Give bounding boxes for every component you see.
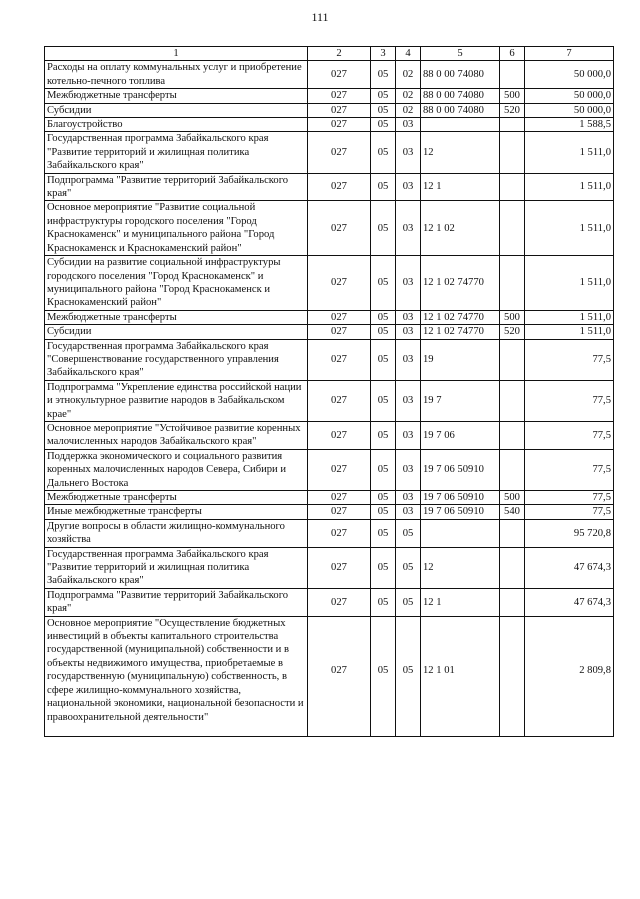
target-article-code: 12 1 xyxy=(421,173,500,201)
row-name: Государственная программа Забайкальского края "Развитие территорий и жилищная политика Забайкальского края" xyxy=(45,132,308,173)
target-article-code: 19 7 xyxy=(421,380,500,421)
amount: 77,5 xyxy=(525,505,614,519)
section-code: 05 xyxy=(371,519,396,547)
amount: 1 511,0 xyxy=(525,132,614,173)
admin-code: 027 xyxy=(308,616,371,736)
amount: 77,5 xyxy=(525,339,614,380)
target-article-code: 12 xyxy=(421,547,500,588)
table-row xyxy=(45,118,614,132)
amount: 77,5 xyxy=(525,491,614,505)
section-code: 05 xyxy=(371,588,396,616)
expense-type-code xyxy=(500,201,525,256)
amount: 47 674,3 xyxy=(525,588,614,616)
target-article-code: 12 1 02 74770 xyxy=(421,325,500,339)
admin-code: 027 xyxy=(308,132,371,173)
target-article-code: 19 xyxy=(421,339,500,380)
target-article-code: 19 7 06 50910 xyxy=(421,505,500,519)
amount: 1 511,0 xyxy=(525,256,614,311)
row-name: Другие вопросы в области жилищно-коммунального хозяйства xyxy=(45,519,308,547)
table-row xyxy=(45,256,614,311)
subsection-code: 05 xyxy=(396,616,421,736)
target-article-code: 19 7 06 xyxy=(421,421,500,449)
column-header-1: 1 xyxy=(45,47,308,61)
section-code: 05 xyxy=(371,103,396,117)
admin-code: 027 xyxy=(308,588,371,616)
admin-code: 027 xyxy=(308,421,371,449)
table-row xyxy=(45,339,614,380)
section-code: 05 xyxy=(371,491,396,505)
amount: 1 511,0 xyxy=(525,325,614,339)
table-row xyxy=(45,421,614,449)
table-row xyxy=(45,310,614,324)
section-code: 05 xyxy=(371,132,396,173)
table-row xyxy=(45,61,614,89)
table-row xyxy=(45,588,614,616)
admin-code: 027 xyxy=(308,256,371,311)
subsection-code: 03 xyxy=(396,421,421,449)
column-header-5: 5 xyxy=(421,47,500,61)
row-name: Государственная программа Забайкальского края "Развитие территорий и жилищная политика Забайкальского края" xyxy=(45,547,308,588)
table-row xyxy=(45,325,614,339)
admin-code: 027 xyxy=(308,325,371,339)
subsection-code: 03 xyxy=(396,505,421,519)
target-article-code: 12 xyxy=(421,132,500,173)
expense-type-code: 500 xyxy=(500,89,525,103)
admin-code: 027 xyxy=(308,380,371,421)
admin-code: 027 xyxy=(308,339,371,380)
amount: 77,5 xyxy=(525,421,614,449)
table-row xyxy=(45,491,614,505)
table-row xyxy=(45,519,614,547)
target-article-code: 12 1 02 74770 xyxy=(421,256,500,311)
target-article-code: 12 1 01 xyxy=(421,616,500,736)
target-article-code: 88 0 00 74080 xyxy=(421,61,500,89)
subsection-code: 03 xyxy=(396,173,421,201)
amount: 47 674,3 xyxy=(525,547,614,588)
table-row xyxy=(45,380,614,421)
amount: 77,5 xyxy=(525,449,614,490)
table-row xyxy=(45,132,614,173)
target-article-code xyxy=(421,118,500,132)
row-name: Субсидии на развитие социальной инфраструктуры городского поселения "Город Краснокаменск" и муниципального района "Город Краснокаменск и Краснокаменский район" xyxy=(45,256,308,311)
table-row xyxy=(45,103,614,117)
column-header-6: 6 xyxy=(500,47,525,61)
row-name: Основное мероприятие "Развитие социальной инфраструктуры городского поселения "Город Краснокаменск" и муниципального района "Город Краснокаменск и Краснокаменский район" xyxy=(45,201,308,256)
expense-type-code xyxy=(500,421,525,449)
table-row xyxy=(45,449,614,490)
section-code: 05 xyxy=(371,325,396,339)
row-name: Поддержка экономического и социального развития коренных малочисленных народов Севера, Сибири и Дальнего Востока xyxy=(45,449,308,490)
column-header-row xyxy=(45,47,614,61)
column-header-2: 2 xyxy=(308,47,371,61)
expense-type-code: 520 xyxy=(500,103,525,117)
expense-type-code: 500 xyxy=(500,491,525,505)
column-header-4: 4 xyxy=(396,47,421,61)
expense-type-code xyxy=(500,173,525,201)
admin-code: 027 xyxy=(308,449,371,490)
target-article-code: 19 7 06 50910 xyxy=(421,449,500,490)
row-name: Благоустройство xyxy=(45,118,308,132)
expense-type-code: 500 xyxy=(500,310,525,324)
row-name: Подпрограмма "Развитие территорий Забайкальского края" xyxy=(45,173,308,201)
expense-type-code xyxy=(500,547,525,588)
amount: 1 588,5 xyxy=(525,118,614,132)
target-article-code: 19 7 06 50910 xyxy=(421,491,500,505)
target-article-code: 88 0 00 74080 xyxy=(421,103,500,117)
subsection-code: 03 xyxy=(396,118,421,132)
row-name: Субсидии xyxy=(45,325,308,339)
admin-code: 027 xyxy=(308,547,371,588)
page-number: 111 xyxy=(311,10,329,24)
table-row xyxy=(45,547,614,588)
section-code: 05 xyxy=(371,616,396,736)
admin-code: 027 xyxy=(308,118,371,132)
amount: 77,5 xyxy=(525,380,614,421)
admin-code: 027 xyxy=(308,173,371,201)
section-code: 05 xyxy=(371,380,396,421)
amount: 50 000,0 xyxy=(525,89,614,103)
admin-code: 027 xyxy=(308,519,371,547)
row-name: Государственная программа Забайкальского края "Совершенствование государственного управления Забайкальского края" xyxy=(45,339,308,380)
subsection-code: 02 xyxy=(396,61,421,89)
table-row xyxy=(45,173,614,201)
subsection-code: 03 xyxy=(396,339,421,380)
admin-code: 027 xyxy=(308,310,371,324)
column-header-7: 7 xyxy=(525,47,614,61)
expense-type-code xyxy=(500,118,525,132)
row-name: Субсидии xyxy=(45,103,308,117)
column-header-3: 3 xyxy=(371,47,396,61)
expense-type-code xyxy=(500,616,525,736)
section-code: 05 xyxy=(371,173,396,201)
section-code: 05 xyxy=(371,310,396,324)
row-name: Межбюджетные трансферты xyxy=(45,89,308,103)
table-row xyxy=(45,89,614,103)
subsection-code: 03 xyxy=(396,132,421,173)
target-article-code xyxy=(421,519,500,547)
subsection-code: 05 xyxy=(396,588,421,616)
admin-code: 027 xyxy=(308,103,371,117)
expense-type-code xyxy=(500,61,525,89)
expense-type-code xyxy=(500,449,525,490)
row-name: Основное мероприятие "Устойчивое развитие коренных малочисленных народов Забайкальского края" xyxy=(45,421,308,449)
section-code: 05 xyxy=(371,547,396,588)
subsection-code: 03 xyxy=(396,310,421,324)
table-body xyxy=(45,61,614,737)
subsection-code: 03 xyxy=(396,491,421,505)
subsection-code: 05 xyxy=(396,547,421,588)
subsection-code: 03 xyxy=(396,325,421,339)
row-name: Подпрограмма "Развитие территорий Забайкальского края" xyxy=(45,588,308,616)
table-row xyxy=(45,505,614,519)
amount: 2 809,8 xyxy=(525,616,614,736)
amount: 95 720,8 xyxy=(525,519,614,547)
row-name: Основное мероприятие "Осуществление бюджетных инвестиций в объекты капитального строительства государственной (муниципальной) собственности и в объекты недвижимого имущества, приобретаемые в государственную (муниципальную) собственность, в сфере жилищно-коммунального хозяйства, национальной экономики, национальной безопасности и правоохранительной деятельности" xyxy=(45,616,308,736)
table-row xyxy=(45,201,614,256)
subsection-code: 05 xyxy=(396,519,421,547)
admin-code: 027 xyxy=(308,505,371,519)
expense-type-code xyxy=(500,519,525,547)
amount: 1 511,0 xyxy=(525,173,614,201)
expense-type-code: 520 xyxy=(500,325,525,339)
subsection-code: 03 xyxy=(396,380,421,421)
section-code: 05 xyxy=(371,449,396,490)
target-article-code: 12 1 02 74770 xyxy=(421,310,500,324)
section-code: 05 xyxy=(371,421,396,449)
expense-type-code xyxy=(500,380,525,421)
admin-code: 027 xyxy=(308,61,371,89)
subsection-code: 02 xyxy=(396,89,421,103)
expense-type-code xyxy=(500,256,525,311)
section-code: 05 xyxy=(371,201,396,256)
section-code: 05 xyxy=(371,256,396,311)
amount: 1 511,0 xyxy=(525,310,614,324)
subsection-code: 03 xyxy=(396,201,421,256)
section-code: 05 xyxy=(371,118,396,132)
row-name: Межбюджетные трансферты xyxy=(45,491,308,505)
subsection-code: 03 xyxy=(396,256,421,311)
expense-type-code: 540 xyxy=(500,505,525,519)
section-code: 05 xyxy=(371,61,396,89)
expense-type-code xyxy=(500,132,525,173)
section-code: 05 xyxy=(371,339,396,380)
row-name: Иные межбюджетные трансферты xyxy=(45,505,308,519)
admin-code: 027 xyxy=(308,491,371,505)
admin-code: 027 xyxy=(308,201,371,256)
table-row xyxy=(45,616,614,736)
amount: 50 000,0 xyxy=(525,61,614,89)
row-name: Подпрограмма "Укрепление единства российской нации и этнокультурное развитие народов в Забайкальском крае" xyxy=(45,380,308,421)
row-name: Межбюджетные трансферты xyxy=(45,310,308,324)
amount: 1 511,0 xyxy=(525,201,614,256)
row-name: Расходы на оплату коммунальных услуг и приобретение котельно-печного топлива xyxy=(45,61,308,89)
target-article-code: 88 0 00 74080 xyxy=(421,89,500,103)
admin-code: 027 xyxy=(308,89,371,103)
target-article-code: 12 1 xyxy=(421,588,500,616)
subsection-code: 02 xyxy=(396,103,421,117)
budget-table xyxy=(44,46,614,737)
subsection-code: 03 xyxy=(396,449,421,490)
section-code: 05 xyxy=(371,89,396,103)
amount: 50 000,0 xyxy=(525,103,614,117)
section-code: 05 xyxy=(371,505,396,519)
target-article-code: 12 1 02 xyxy=(421,201,500,256)
expense-type-code xyxy=(500,339,525,380)
expense-type-code xyxy=(500,588,525,616)
